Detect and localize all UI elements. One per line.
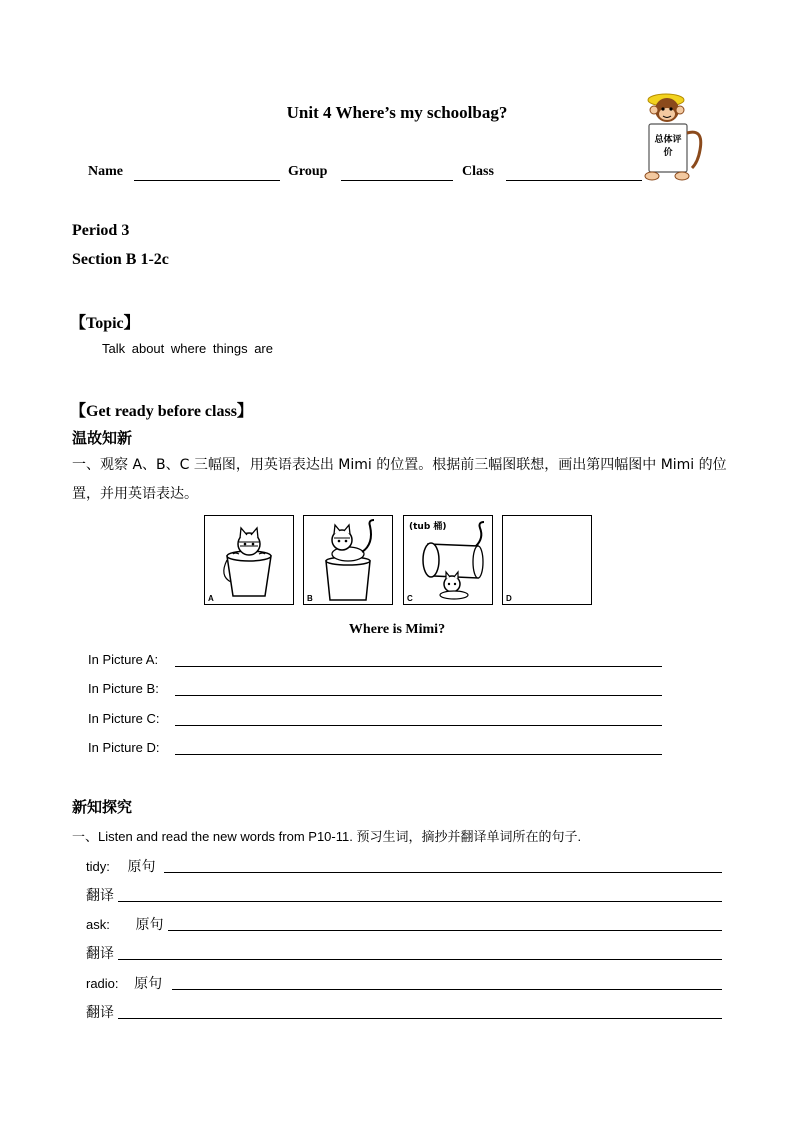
answer-line-d[interactable] bbox=[175, 754, 662, 755]
word-tidy-original-label: 原句 bbox=[127, 859, 156, 875]
group-label: Group bbox=[288, 164, 328, 179]
picture-c bbox=[403, 515, 493, 605]
group-field[interactable] bbox=[341, 166, 453, 181]
class-label: Class bbox=[462, 164, 494, 179]
picture-d-label: D bbox=[506, 594, 512, 603]
tidy-translation-line[interactable] bbox=[118, 901, 722, 902]
new-knowledge-heading: 新知探究 bbox=[72, 798, 133, 816]
word-tidy-translation-label: 翻译 bbox=[86, 888, 114, 904]
topic-heading: 【Topic】 bbox=[70, 315, 140, 332]
word-ask bbox=[86, 914, 163, 934]
answer-line-a[interactable] bbox=[175, 666, 662, 667]
picture-d-drawing-area[interactable] bbox=[502, 515, 592, 605]
period-heading: Period 3 bbox=[72, 222, 130, 239]
ask-translation-line[interactable] bbox=[118, 959, 722, 960]
get-ready-heading: 【Get ready before class】 bbox=[70, 403, 253, 420]
word-ask-translation bbox=[86, 943, 114, 963]
topic-text: Talk about where things are bbox=[102, 341, 273, 356]
radio-original-line[interactable] bbox=[172, 989, 722, 990]
word-tidy-label: tidy: bbox=[86, 859, 110, 874]
word-radio-translation bbox=[86, 1002, 114, 1022]
class-field[interactable] bbox=[506, 166, 642, 181]
cat-on-bucket-icon bbox=[304, 516, 391, 603]
radio-translation-line[interactable] bbox=[118, 1018, 722, 1019]
picture-c-caption: (tub 桶) bbox=[409, 522, 447, 532]
page-title: Unit 4 Where’s my schoolbag? bbox=[286, 103, 508, 122]
word-radio-label: radio: bbox=[86, 976, 119, 991]
answer-line-b[interactable] bbox=[175, 695, 662, 696]
word-radio bbox=[86, 973, 162, 993]
picture-b-label: B bbox=[307, 594, 313, 603]
word-ask-original-label: 原句 bbox=[135, 917, 164, 933]
word-ask-translation-label: 翻译 bbox=[86, 946, 114, 962]
name-field[interactable] bbox=[134, 166, 280, 181]
new-knowledge-instruction: 一、Listen and read the new words from P10-11. 预习生词，摘抄并翻译单词所在的句子. bbox=[72, 829, 582, 844]
badge-text: 总体评价 bbox=[654, 135, 682, 158]
picture-c-label: C bbox=[407, 594, 413, 603]
word-ask-label: ask: bbox=[86, 917, 110, 932]
tidy-original-line[interactable] bbox=[164, 872, 722, 873]
word-radio-original-label: 原句 bbox=[134, 976, 163, 992]
answer-line-c[interactable] bbox=[175, 725, 662, 726]
section-heading: Section B 1-2c bbox=[72, 251, 169, 268]
picture-b bbox=[303, 515, 393, 605]
word-tidy bbox=[86, 856, 155, 876]
question-where-is-mimi: Where is Mimi? bbox=[348, 622, 446, 637]
cat-in-bucket-icon bbox=[205, 516, 292, 603]
answer-label-c: In Picture C: bbox=[88, 711, 160, 726]
review-instruction: 一、观察 A、B、C 三幅图，用英语表达出 Mimi 的位置。根据前三幅图联想，画出第四幅图中 Mimi 的位置，并用英语表达。 bbox=[72, 457, 727, 502]
evaluation-badge bbox=[640, 88, 710, 184]
ask-original-line[interactable] bbox=[168, 930, 722, 931]
answer-label-d: In Picture D: bbox=[88, 740, 160, 755]
picture-a bbox=[204, 515, 294, 605]
picture-a-label: A bbox=[208, 594, 214, 603]
word-tidy-translation bbox=[86, 885, 114, 905]
answer-label-a: In Picture A: bbox=[88, 652, 159, 667]
name-label: Name bbox=[88, 164, 123, 179]
review-heading: 温故知新 bbox=[72, 429, 133, 447]
word-radio-translation-label: 翻译 bbox=[86, 1005, 114, 1021]
answer-label-b: In Picture B: bbox=[88, 681, 159, 696]
